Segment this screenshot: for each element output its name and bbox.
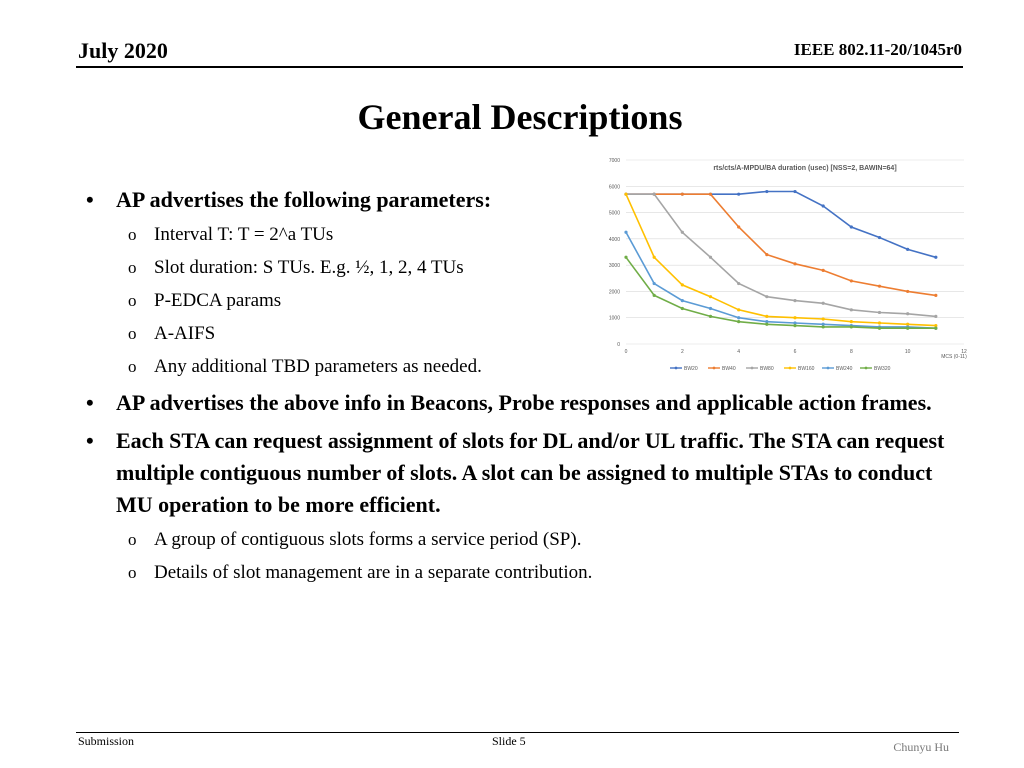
bullet-text: AP advertises the above info in Beacons, Probe responses and applicable action frames. <box>116 390 932 415</box>
footer-slide-number: Slide 5 <box>492 734 526 748</box>
sub-bullet-marker: o <box>128 258 137 277</box>
footer-rule <box>76 732 959 733</box>
bullet-marker: • <box>86 187 94 212</box>
y-tick-label: 0 <box>617 342 620 348</box>
bullet-text: AP advertises the following parameters: <box>116 187 492 212</box>
legend-label: BW80 <box>760 366 774 372</box>
legend-label: BW240 <box>836 366 853 372</box>
x-tick-label: 10 <box>904 349 911 355</box>
x-tick-label: 8 <box>849 349 853 355</box>
bullet-sub <box>86 523 966 556</box>
bullet-sub <box>86 218 966 251</box>
header-date: July 2020 <box>78 38 168 63</box>
sub-bullet-text: P-EDCA params <box>154 290 282 311</box>
bullet-marker: • <box>86 390 94 415</box>
header-doc-id: IEEE 802.11-20/1045r0 <box>793 40 962 59</box>
sub-bullet-text: A group of contiguous slots forms a service period (SP). <box>154 529 582 550</box>
legend-label: BW20 <box>684 366 698 372</box>
bullet-text: Each STA can request assignment of slots for DL and/or UL traffic. The STA can request multiple contiguous number of slots. A slot can be assigned to multiple STAs to conduct MU operation to be more efficient. <box>116 428 945 517</box>
y-tick-label: 1000 <box>608 315 620 322</box>
bullet-sub <box>86 317 966 350</box>
y-tick-label: 6000 <box>608 184 620 191</box>
bullet-list <box>86 184 966 589</box>
y-tick-label: 7000 <box>608 158 620 164</box>
chart-title: rts/cts/A-MPDU/BA duration (usec) [NSS=2, BAWIN=64] <box>713 165 897 172</box>
sub-bullet-text: Slot duration: S TUs. E.g. ½, 1, 2, 4 TUs <box>154 257 464 278</box>
x-tick-label: 6 <box>793 349 797 355</box>
bullet-main <box>86 184 966 216</box>
x-tick-label: 0 <box>624 349 628 355</box>
sub-bullet-text: Interval T: T = 2^a TUs <box>154 224 334 245</box>
sub-bullet-marker: o <box>128 530 137 549</box>
x-axis-label: MCS (0-11) <box>941 354 967 360</box>
sub-bullet-marker: o <box>128 324 137 343</box>
slide-title: General Descriptions <box>357 97 683 137</box>
bullet-main <box>86 387 966 419</box>
footer-submission: Submission <box>78 734 135 748</box>
sub-bullet-marker: o <box>128 225 137 244</box>
bullet-sub <box>86 556 966 589</box>
bullet-sub <box>86 251 966 284</box>
y-tick-label: 5000 <box>608 210 620 217</box>
sub-bullet-marker: o <box>128 357 137 376</box>
x-tick-label: 12 <box>961 349 967 355</box>
sub-bullet-marker: o <box>128 291 137 310</box>
legend-label: BW40 <box>722 366 736 372</box>
bullet-main <box>86 425 966 521</box>
y-tick-label: 4000 <box>608 236 620 243</box>
sub-bullet-text: Any additional TBD parameters as needed. <box>154 356 482 377</box>
legend-label: BW160 <box>798 366 815 372</box>
legend-label: BW320 <box>874 366 891 372</box>
sub-bullet-text: A-AIFS <box>154 323 216 344</box>
footer-author: Chunyu Hu <box>893 740 949 754</box>
y-tick-label: 2000 <box>608 289 620 296</box>
sub-bullet-text: Details of slot management are in a separate contribution. <box>154 562 593 583</box>
bullet-marker: • <box>86 428 94 453</box>
header-rule <box>76 66 963 68</box>
sub-bullet-marker: o <box>128 563 137 582</box>
x-tick-label: 2 <box>680 349 684 355</box>
y-tick-label: 3000 <box>608 263 620 270</box>
bullet-sub <box>86 350 966 383</box>
bullet-sub <box>86 284 966 317</box>
x-tick-label: 4 <box>737 349 741 355</box>
